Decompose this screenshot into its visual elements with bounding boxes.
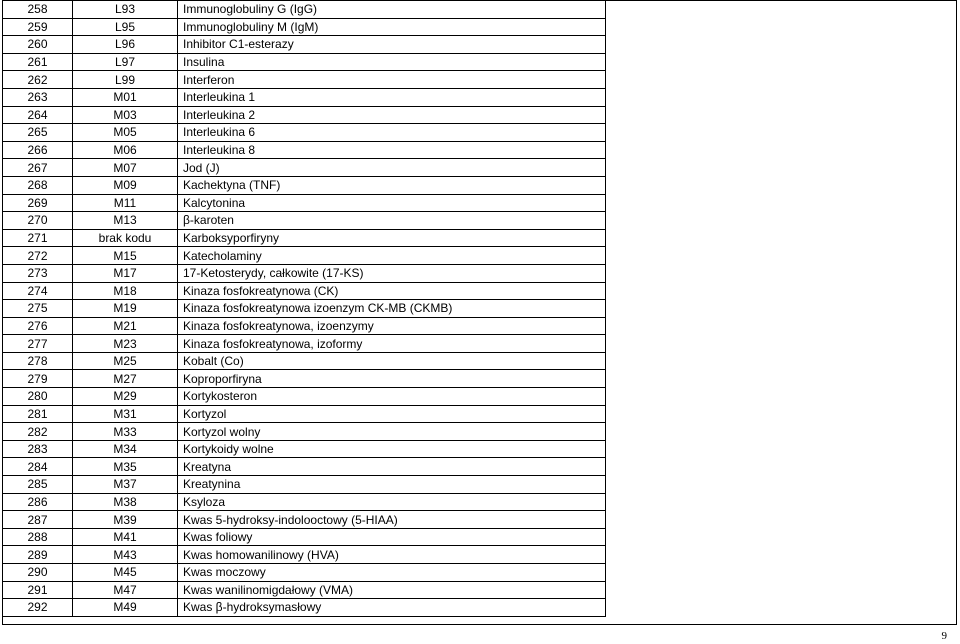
- table-row: [3, 18, 606, 36]
- test-code-cell: brak kodu: [73, 229, 178, 247]
- table-row: [3, 212, 606, 230]
- row-number-cell: 262: [3, 71, 73, 89]
- table-row: [3, 71, 606, 89]
- row-number-cell: 275: [3, 300, 73, 318]
- row-number-cell: 265: [3, 124, 73, 142]
- test-code-cell: L97: [73, 53, 178, 71]
- row-number-cell: 287: [3, 511, 73, 529]
- table-row: [3, 317, 606, 335]
- row-number-cell: 273: [3, 264, 73, 282]
- test-code-cell: L99: [73, 71, 178, 89]
- page-number: 9: [941, 630, 947, 642]
- test-code-cell: M43: [73, 546, 178, 564]
- row-number-cell: 285: [3, 476, 73, 494]
- test-name-cell: Kreatynina: [178, 476, 606, 494]
- row-number-cell: 282: [3, 423, 73, 441]
- table-row: [3, 88, 606, 106]
- test-name-cell: Kinaza fosfokreatynowa, izoformy: [178, 335, 606, 353]
- row-number-cell: 289: [3, 546, 73, 564]
- table-row: [3, 528, 606, 546]
- test-code-cell: M06: [73, 141, 178, 159]
- test-name-cell: Interleukina 8: [178, 141, 606, 159]
- test-code-cell: M27: [73, 370, 178, 388]
- table-row: [3, 476, 606, 494]
- test-code-cell: M39: [73, 511, 178, 529]
- test-name-cell: Kobalt (Co): [178, 352, 606, 370]
- row-number-cell: 271: [3, 229, 73, 247]
- table-row: [3, 36, 606, 54]
- row-number-cell: 267: [3, 159, 73, 177]
- test-name-cell: Kortykoidy wolne: [178, 440, 606, 458]
- test-name-cell: Katecholaminy: [178, 247, 606, 265]
- table-row: [3, 493, 606, 511]
- test-name-cell: Kortyzol wolny: [178, 423, 606, 441]
- test-code-cell: M13: [73, 212, 178, 230]
- table-row: [3, 194, 606, 212]
- test-name-cell: Jod (J): [178, 159, 606, 177]
- test-name-cell: 17-Ketosterydy, całkowite (17-KS): [178, 264, 606, 282]
- test-name-cell: Kwas homowanilinowy (HVA): [178, 546, 606, 564]
- test-code-cell: M05: [73, 124, 178, 142]
- row-number-cell: 274: [3, 282, 73, 300]
- test-name-cell: Kwas foliowy: [178, 528, 606, 546]
- row-number-cell: 280: [3, 388, 73, 406]
- table-row: [3, 141, 606, 159]
- row-number-cell: 276: [3, 317, 73, 335]
- lab-tests-table: [2, 0, 606, 617]
- test-code-cell: M45: [73, 564, 178, 582]
- test-name-cell: Kinaza fosfokreatynowa, izoenzymy: [178, 317, 606, 335]
- test-code-cell: M31: [73, 405, 178, 423]
- table-row: [3, 388, 606, 406]
- test-name-cell: Kinaza fosfokreatynowa (CK): [178, 282, 606, 300]
- test-code-cell: M38: [73, 493, 178, 511]
- table-row: [3, 53, 606, 71]
- table-row: [3, 352, 606, 370]
- row-number-cell: 281: [3, 405, 73, 423]
- test-name-cell: Koproporfiryna: [178, 370, 606, 388]
- test-code-cell: M37: [73, 476, 178, 494]
- table-row: [3, 564, 606, 582]
- test-name-cell: Immunoglobuliny G (IgG): [178, 1, 606, 19]
- test-name-cell: Interleukina 6: [178, 124, 606, 142]
- table-row: [3, 176, 606, 194]
- test-code-cell: M41: [73, 528, 178, 546]
- test-name-cell: Kachektyna (TNF): [178, 176, 606, 194]
- test-name-cell: Insulina: [178, 53, 606, 71]
- test-name-cell: Kwas wanilinomigdałowy (VMA): [178, 581, 606, 599]
- test-code-cell: M25: [73, 352, 178, 370]
- test-code-cell: M21: [73, 317, 178, 335]
- test-code-cell: L96: [73, 36, 178, 54]
- test-code-cell: M19: [73, 300, 178, 318]
- row-number-cell: 260: [3, 36, 73, 54]
- row-number-cell: 266: [3, 141, 73, 159]
- test-name-cell: Kinaza fosfokreatynowa izoenzym CK-MB (CKMB): [178, 300, 606, 318]
- row-number-cell: 259: [3, 18, 73, 36]
- test-name-cell: Kortykosteron: [178, 388, 606, 406]
- test-name-cell: Immunoglobuliny M (IgM): [178, 18, 606, 36]
- test-code-cell: M01: [73, 88, 178, 106]
- table-row: [3, 581, 606, 599]
- table-row: [3, 458, 606, 476]
- table-row: [3, 546, 606, 564]
- test-code-cell: M18: [73, 282, 178, 300]
- table-row: [3, 423, 606, 441]
- test-name-cell: Kwas β-hydroksymasłowy: [178, 599, 606, 617]
- row-number-cell: 269: [3, 194, 73, 212]
- test-name-cell: Ksyloza: [178, 493, 606, 511]
- row-number-cell: 263: [3, 88, 73, 106]
- test-name-cell: Interleukina 2: [178, 106, 606, 124]
- test-name-cell: Kwas 5-hydroksy-indolooctowy (5-HIAA): [178, 511, 606, 529]
- test-name-cell: Karboksyporfiryny: [178, 229, 606, 247]
- row-number-cell: 288: [3, 528, 73, 546]
- row-number-cell: 261: [3, 53, 73, 71]
- test-code-cell: M49: [73, 599, 178, 617]
- test-code-cell: M15: [73, 247, 178, 265]
- test-name-cell: Kortyzol: [178, 405, 606, 423]
- row-number-cell: 279: [3, 370, 73, 388]
- row-number-cell: 286: [3, 493, 73, 511]
- test-name-cell: Interferon: [178, 71, 606, 89]
- row-number-cell: 272: [3, 247, 73, 265]
- test-name-cell: Inhibitor C1-esterazy: [178, 36, 606, 54]
- table-row: [3, 440, 606, 458]
- row-number-cell: 268: [3, 176, 73, 194]
- table-row: [3, 300, 606, 318]
- table-row: [3, 335, 606, 353]
- test-code-cell: M47: [73, 581, 178, 599]
- row-number-cell: 284: [3, 458, 73, 476]
- test-code-cell: M34: [73, 440, 178, 458]
- table-row: [3, 106, 606, 124]
- row-number-cell: 290: [3, 564, 73, 582]
- test-name-cell: Kalcytonina: [178, 194, 606, 212]
- row-number-cell: 258: [3, 1, 73, 19]
- row-number-cell: 283: [3, 440, 73, 458]
- test-name-cell: β-karoten: [178, 212, 606, 230]
- table-row: [3, 1, 606, 19]
- row-number-cell: 270: [3, 212, 73, 230]
- test-name-cell: Kreatyna: [178, 458, 606, 476]
- test-code-cell: L95: [73, 18, 178, 36]
- table-row: [3, 511, 606, 529]
- row-number-cell: 277: [3, 335, 73, 353]
- test-code-cell: M17: [73, 264, 178, 282]
- table-row: [3, 405, 606, 423]
- table-row: [3, 124, 606, 142]
- test-name-cell: Kwas moczowy: [178, 564, 606, 582]
- table-row: [3, 247, 606, 265]
- test-code-cell: L93: [73, 1, 178, 19]
- table-row: [3, 264, 606, 282]
- test-code-cell: M09: [73, 176, 178, 194]
- table-row: [3, 159, 606, 177]
- table-row: [3, 229, 606, 247]
- test-code-cell: M07: [73, 159, 178, 177]
- table-body: [3, 1, 606, 617]
- table-row: [3, 282, 606, 300]
- test-code-cell: M03: [73, 106, 178, 124]
- test-code-cell: M23: [73, 335, 178, 353]
- row-number-cell: 292: [3, 599, 73, 617]
- table-row: [3, 599, 606, 617]
- test-code-cell: M29: [73, 388, 178, 406]
- test-name-cell: Interleukina 1: [178, 88, 606, 106]
- row-number-cell: 291: [3, 581, 73, 599]
- test-code-cell: M35: [73, 458, 178, 476]
- test-code-cell: M11: [73, 194, 178, 212]
- table-row: [3, 370, 606, 388]
- row-number-cell: 264: [3, 106, 73, 124]
- test-code-cell: M33: [73, 423, 178, 441]
- row-number-cell: 278: [3, 352, 73, 370]
